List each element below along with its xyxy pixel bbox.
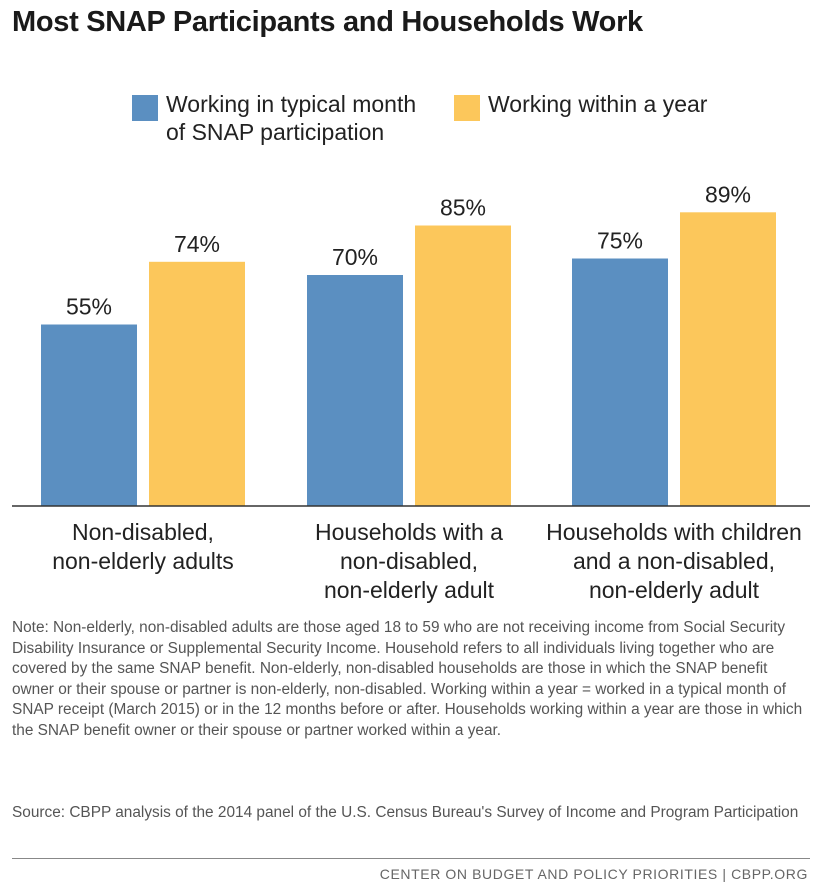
value-label-typical-month-0: 55% — [65, 293, 113, 320]
chart-source: Source: CBPP analysis of the 2014 panel of the U.S. Census Bureau's Survey of Income and Program Participation — [12, 804, 799, 821]
footer-credit: CENTER ON BUDGET AND POLICY PRIORITIES | CBPP.ORG — [379, 866, 808, 882]
bar-within-year-1 — [415, 226, 511, 507]
value-label-typical-month-1: 70% — [331, 244, 379, 270]
value-label-within-year-0: 74% — [173, 230, 221, 257]
legend-swatch-typical-month — [132, 95, 158, 121]
chart-title: Most SNAP Participants and Households Work — [12, 6, 643, 38]
chart-note: Note: Non-elderly, non-disabled adults are those aged 18 to 59 who are not receiving income from Social Security Disability Insurance or Supplemental Security Income. Household refers to all individuals living together who are covered by the same SNAP benefit. Non-elderly, non-disabled households are those in which the SNAP benefit owner or their spouse or partner is non-elderly, non-disabled. Working within a year = worked in a typical month of SNAP receipt (March 2015) or in the 12 months before or after. Households working within a year are those in which the SNAP benefit owner or their spouse or partner worked within a year. — [12, 619, 803, 739]
legend-label-typical-month: Working in typical month of SNAP participation — [166, 91, 417, 145]
value-label-typical-month-2: 75% — [596, 227, 644, 254]
bar-within-year-0 — [149, 262, 245, 506]
category-label-households: Households with a non-disabled, non-elderly adult — [315, 519, 503, 603]
footer-divider — [12, 858, 810, 859]
value-label-within-year-2: 89% — [704, 181, 752, 208]
legend-label-within-year: Working within a year — [488, 91, 708, 117]
value-label-within-year-1: 85% — [439, 194, 487, 221]
bar-typical-month-0 — [41, 325, 137, 507]
bar-chart — [0, 150, 822, 520]
category-label-adults: Non-disabled, non-elderly adults — [52, 519, 234, 574]
bar-within-year-2 — [680, 212, 776, 506]
category-label-households-children: Households with children and a non-disabled, non-elderly adult — [546, 519, 802, 603]
legend-swatch-within-year — [454, 95, 480, 121]
bar-typical-month-2 — [572, 259, 668, 507]
bar-typical-month-1 — [307, 275, 403, 506]
